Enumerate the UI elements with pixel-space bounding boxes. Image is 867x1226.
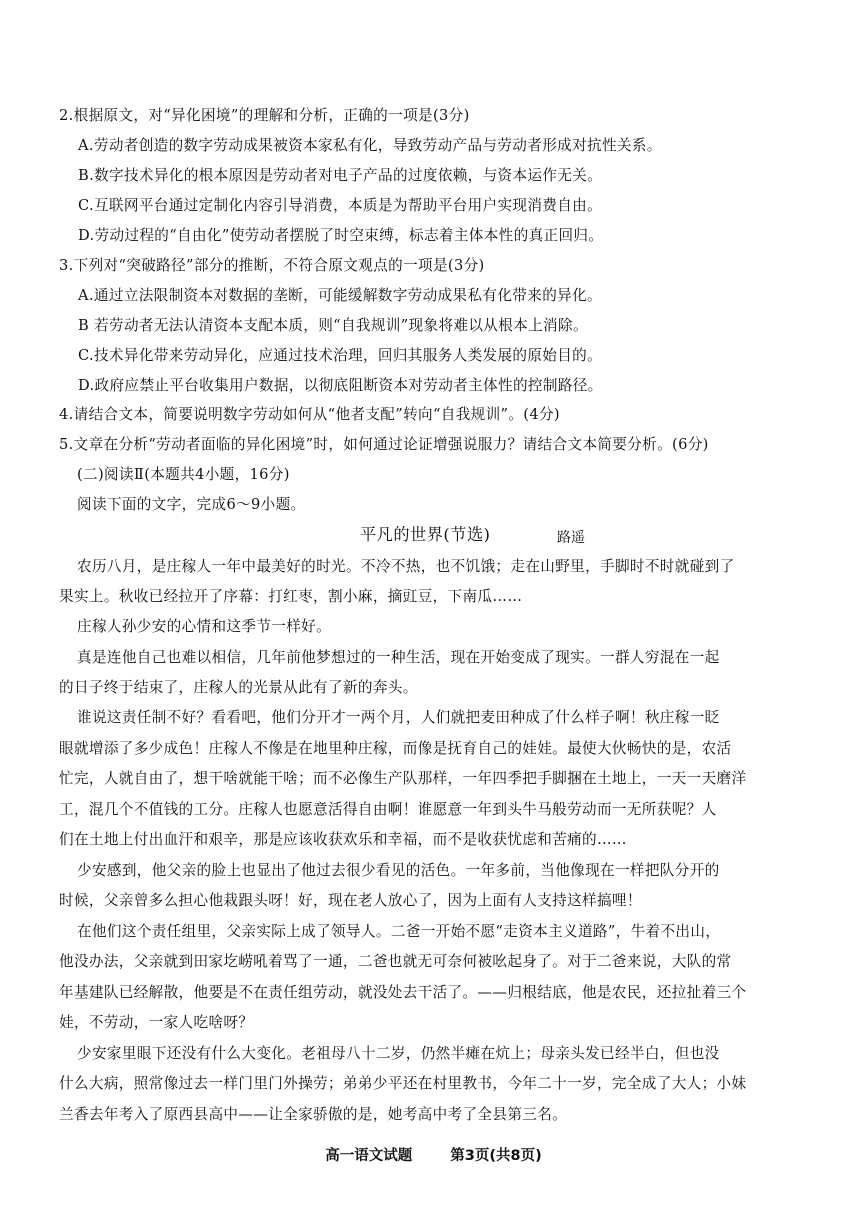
question-3-option-b: B 若劳动者无法认清资本支配本质，则“自我规训”现象将难以从根本上消除。 xyxy=(78,317,588,334)
passage-line: 工，混几个不值钱的工分。庄稼人也愿意活得自由啊！谁愿意一年到头牛马般劳动而一无所获呢？人 xyxy=(59,801,717,818)
question-2-option-a: A.劳动者创造的数字劳动成果被资本家私有化，导致劳动产品与劳动者形成对抗性关系。 xyxy=(78,137,662,154)
question-3-option-a: A.通过立法限制资本对数据的垄断，可能缓解数字劳动成果私有化带来的异化。 xyxy=(78,287,602,304)
passage-line: 真是连他自己也难以相信，几年前他梦想过的一种生活，现在开始变成了现实。一群人穷混在一起 xyxy=(77,649,720,666)
passage-line: 果实上。秋收已经拉开了序幕：打红枣，割小麻，摘豇豆，下南瓜…… xyxy=(59,588,523,605)
question-3-option-c: C.技术异化带来劳动异化，应通过技术治理，回归其服务人类发展的原始目的。 xyxy=(78,347,603,364)
passage-line: 兰香去年考入了原西县高中——让全家骄傲的是，她考高中考了全县第三名。 xyxy=(59,1106,568,1123)
passage-line: 在他们这个责任组里，父亲实际上成了领导人。二爸一开始不愿“走资本主义道路”，牛着不出山， xyxy=(77,923,721,940)
question-4: 4.请结合文本，简要说明数字劳动如何从“他者支配”转向“自我规训”。(4分) xyxy=(59,406,560,423)
passage-author: 路遥 xyxy=(557,530,585,546)
footer-subject: 高一语文试题 xyxy=(325,1148,413,1164)
passage-line: 娃，不劳动，一家人吃啥呀？ xyxy=(59,1014,254,1031)
passage-line: 的日子终于结束了，庄稼人的光景从此有了新的奔头。 xyxy=(59,679,418,696)
page-footer xyxy=(0,1146,867,1166)
question-2-stem: 2.根据原文，对“异化困境”的理解和分析，正确的一项是(3分) xyxy=(59,107,470,124)
passage-line: 忙完，人就自由了，想干啥就能干啥；而不必像生产队那样，一年四季把手脚捆在土地上，一天一天磨洋 xyxy=(59,770,747,787)
footer-page-number: 第3页(共8页) xyxy=(450,1148,542,1164)
question-2-option-d: D.劳动过程的“自由化”使劳动者摆脱了时空束缚，标志着主体本性的真正回归。 xyxy=(78,227,604,244)
question-2-option-b: B.数字技术异化的根本原因是劳动者对电子产品的过度依赖，与资本运作无关。 xyxy=(78,167,603,184)
question-2-option-c: C.互联网平台通过定制化内容引导消费，本质是为帮助平台用户实现消费自由。 xyxy=(78,197,603,214)
passage-line: 时候，父亲曾多么担心他栽跟头呀！好，现在老人放心了，因为上面有人支持这样搞哩！ xyxy=(59,892,642,909)
passage-line: 少安感到，他父亲的脸上也显出了他过去很少看见的活色。一年多前，当他像现在一样把队分开的 xyxy=(77,862,720,879)
passage-line: 什么大病，照常像过去一样门里门外操劳；弟弟少平还在村里教书，今年二十一岁，完全成了大人；小妹 xyxy=(59,1075,747,1092)
passage-line: 他没办法，父亲就到田家圪崂吼着骂了一通，二爸也就无可奈何被吆起身了。对于二爸来说，大队的常 xyxy=(59,953,732,970)
question-5: 5.文章在分析“劳动者面临的异化困境”时，如何通过论证增强说服力？请结合文本简要分析。(6分) xyxy=(59,436,709,453)
passage-title: 平凡的世界(节选) xyxy=(360,525,491,544)
section-heading: (二)阅读Ⅱ(本题共4小题，16分) xyxy=(77,466,290,483)
passage-line: 眼就增添了多少成色！庄稼人不像是在地里种庄稼，而像是抚育自己的娃娃。最使大伙畅快的是，农活 xyxy=(59,740,732,757)
section-instruction: 阅读下面的文字，完成6～9小题。 xyxy=(77,496,306,513)
passage-line: 们在土地上付出血汗和艰辛，那是应该收获欢乐和幸福，而不是收获忧虑和苦痛的…… xyxy=(59,831,627,848)
passage-line: 农历八月，是庄稼人一年中最美好的时光。不冷不热，也不饥饿；走在山野里，手脚时不时就碰到了 xyxy=(77,558,735,575)
passage-line: 庄稼人孙少安的心情和这季节一样好。 xyxy=(77,618,332,635)
question-3-option-d: D.政府应禁止平台收集用户数据，以彻底阻断资本对劳动者主体性的控制路径。 xyxy=(78,377,603,394)
passage-line: 少安家里眼下还没有什么大变化。老祖母八十二岁，仍然半瘫在炕上；母亲头发已经半白，但也没 xyxy=(77,1045,720,1062)
passage-line: 谁说这责任制不好？看看吧，他们分开才一两个月，人们就把麦田种成了什么样子啊！秋庄稼一眨 xyxy=(77,709,720,726)
question-3-stem: 3.下列对“突破路径”部分的推断，不符合原文观点的一项是(3分) xyxy=(59,257,485,274)
passage-line: 年基建队已经解散，他要是不在责任组劳动，就没处去干活了。——归根结底，他是农民，还拉扯着三个 xyxy=(59,984,747,1001)
